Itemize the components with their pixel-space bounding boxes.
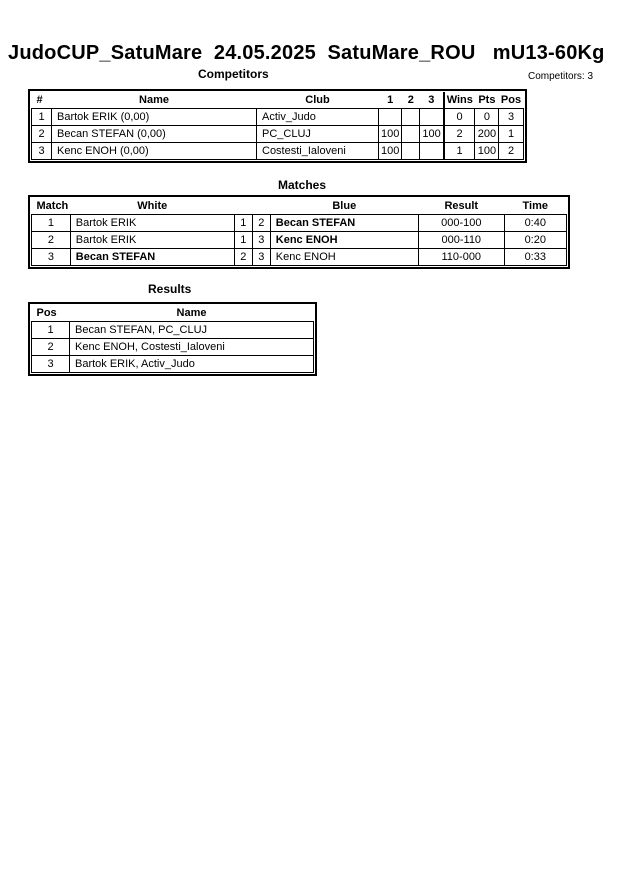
cell-name: Kenc ENOH, Costesti_Ialoveni: [70, 339, 314, 356]
result-row: [32, 356, 314, 373]
cell-pts: 200: [475, 126, 499, 143]
cell-round-1: [379, 109, 402, 126]
cell-club: Costesti_Ialoveni: [257, 143, 379, 160]
cell-match-num: 3: [32, 249, 71, 266]
cell-time: 0:20: [504, 232, 566, 249]
matches-header-row: [32, 198, 567, 215]
cell-round-3: [420, 109, 444, 126]
results-table: [31, 305, 314, 373]
header-club: Club: [257, 92, 379, 109]
competitors-table: [31, 92, 524, 160]
results-table-frame: [28, 302, 317, 376]
cell-white-num: 1: [234, 232, 252, 249]
cell-result: 000-110: [418, 232, 504, 249]
header-wins: Wins: [444, 92, 475, 109]
cell-blue-num: 3: [252, 249, 270, 266]
header-match: Match: [32, 198, 71, 215]
cell-name: Kenc ENOH (0,00): [52, 143, 257, 160]
header-blue: Blue: [270, 198, 418, 215]
cell-num: 1: [32, 109, 52, 126]
cell-wins: 0: [444, 109, 475, 126]
cell-round-2: [402, 109, 420, 126]
matches-section-title: Matches: [278, 178, 327, 192]
match-row: [32, 249, 567, 266]
cell-round-3: 100: [420, 126, 444, 143]
cell-white-num: 2: [234, 249, 252, 266]
cell-blue-name: Becan STEFAN: [270, 215, 418, 232]
cell-pos: 3: [32, 356, 70, 373]
cell-pts: 100: [475, 143, 499, 160]
cell-name: Becan STEFAN (0,00): [52, 126, 257, 143]
header-pts: Pts: [475, 92, 499, 109]
cell-white-name: Becan STEFAN: [70, 249, 234, 266]
cell-name: Bartok ERIK (0,00): [52, 109, 257, 126]
match-row: [32, 215, 567, 232]
cell-club: Activ_Judo: [257, 109, 379, 126]
cell-pos: 3: [499, 109, 523, 126]
results-header-row: [32, 305, 314, 322]
header-time: Time: [504, 198, 566, 215]
cell-blue-num: 2: [252, 215, 270, 232]
cell-round-2: [402, 126, 420, 143]
header-name: Name: [52, 92, 257, 109]
header-white-num: [234, 198, 252, 215]
header-round-3: 3: [420, 92, 444, 109]
header-pos: Pos: [32, 305, 70, 322]
cell-pos: 1: [32, 322, 70, 339]
header-white: White: [70, 198, 234, 215]
cell-round-3: [420, 143, 444, 160]
header-round-2: 2: [402, 92, 420, 109]
result-row: [32, 339, 314, 356]
cell-round-1: 100: [379, 126, 402, 143]
header-num: #: [32, 92, 52, 109]
cell-wins: 1: [444, 143, 475, 160]
cell-name: Becan STEFAN, PC_CLUJ: [70, 322, 314, 339]
cell-num: 3: [32, 143, 52, 160]
cell-pos: 2: [32, 339, 70, 356]
cell-blue-name: Kenc ENOH: [270, 249, 418, 266]
cell-time: 0:40: [504, 215, 566, 232]
cell-time: 0:33: [504, 249, 566, 266]
page-title: JudoCUP_SatuMare 24.05.2025 SatuMare_ROU mU13-60Kg: [8, 42, 605, 64]
cell-pos: 1: [499, 126, 523, 143]
cell-wins: 2: [444, 126, 475, 143]
cell-blue-name: Kenc ENOH: [270, 232, 418, 249]
result-row: [32, 322, 314, 339]
cell-round-2: [402, 143, 420, 160]
header-result: Result: [418, 198, 504, 215]
results-section-title: Results: [148, 282, 192, 296]
header-name: Name: [70, 305, 314, 322]
cell-round-1: 100: [379, 143, 402, 160]
matches-table: [31, 198, 567, 266]
cell-pos: 2: [499, 143, 523, 160]
cell-match-num: 1: [32, 215, 71, 232]
cell-result: 110-000: [418, 249, 504, 266]
cell-match-num: 2: [32, 232, 71, 249]
competitors-header-row: [32, 92, 524, 109]
competitors-section-title: Competitors: [198, 67, 269, 81]
header-pos: Pos: [499, 92, 523, 109]
cell-result: 000-100: [418, 215, 504, 232]
cell-club: PC_CLUJ: [257, 126, 379, 143]
cell-name: Bartok ERIK, Activ_Judo: [70, 356, 314, 373]
cell-white-name: Bartok ERIK: [70, 215, 234, 232]
match-row: [32, 232, 567, 249]
competitor-row: [32, 109, 524, 126]
competitor-row: [32, 126, 524, 143]
competitor-row: [32, 143, 524, 160]
competitors-table-frame: [28, 89, 527, 163]
matches-table-frame: [28, 195, 570, 269]
cell-num: 2: [32, 126, 52, 143]
competitors-count-label: Competitors: 3: [528, 71, 594, 82]
header-blue-num: [252, 198, 270, 215]
cell-white-name: Bartok ERIK: [70, 232, 234, 249]
cell-pts: 0: [475, 109, 499, 126]
cell-white-num: 1: [234, 215, 252, 232]
cell-blue-num: 3: [252, 232, 270, 249]
header-round-1: 1: [379, 92, 402, 109]
